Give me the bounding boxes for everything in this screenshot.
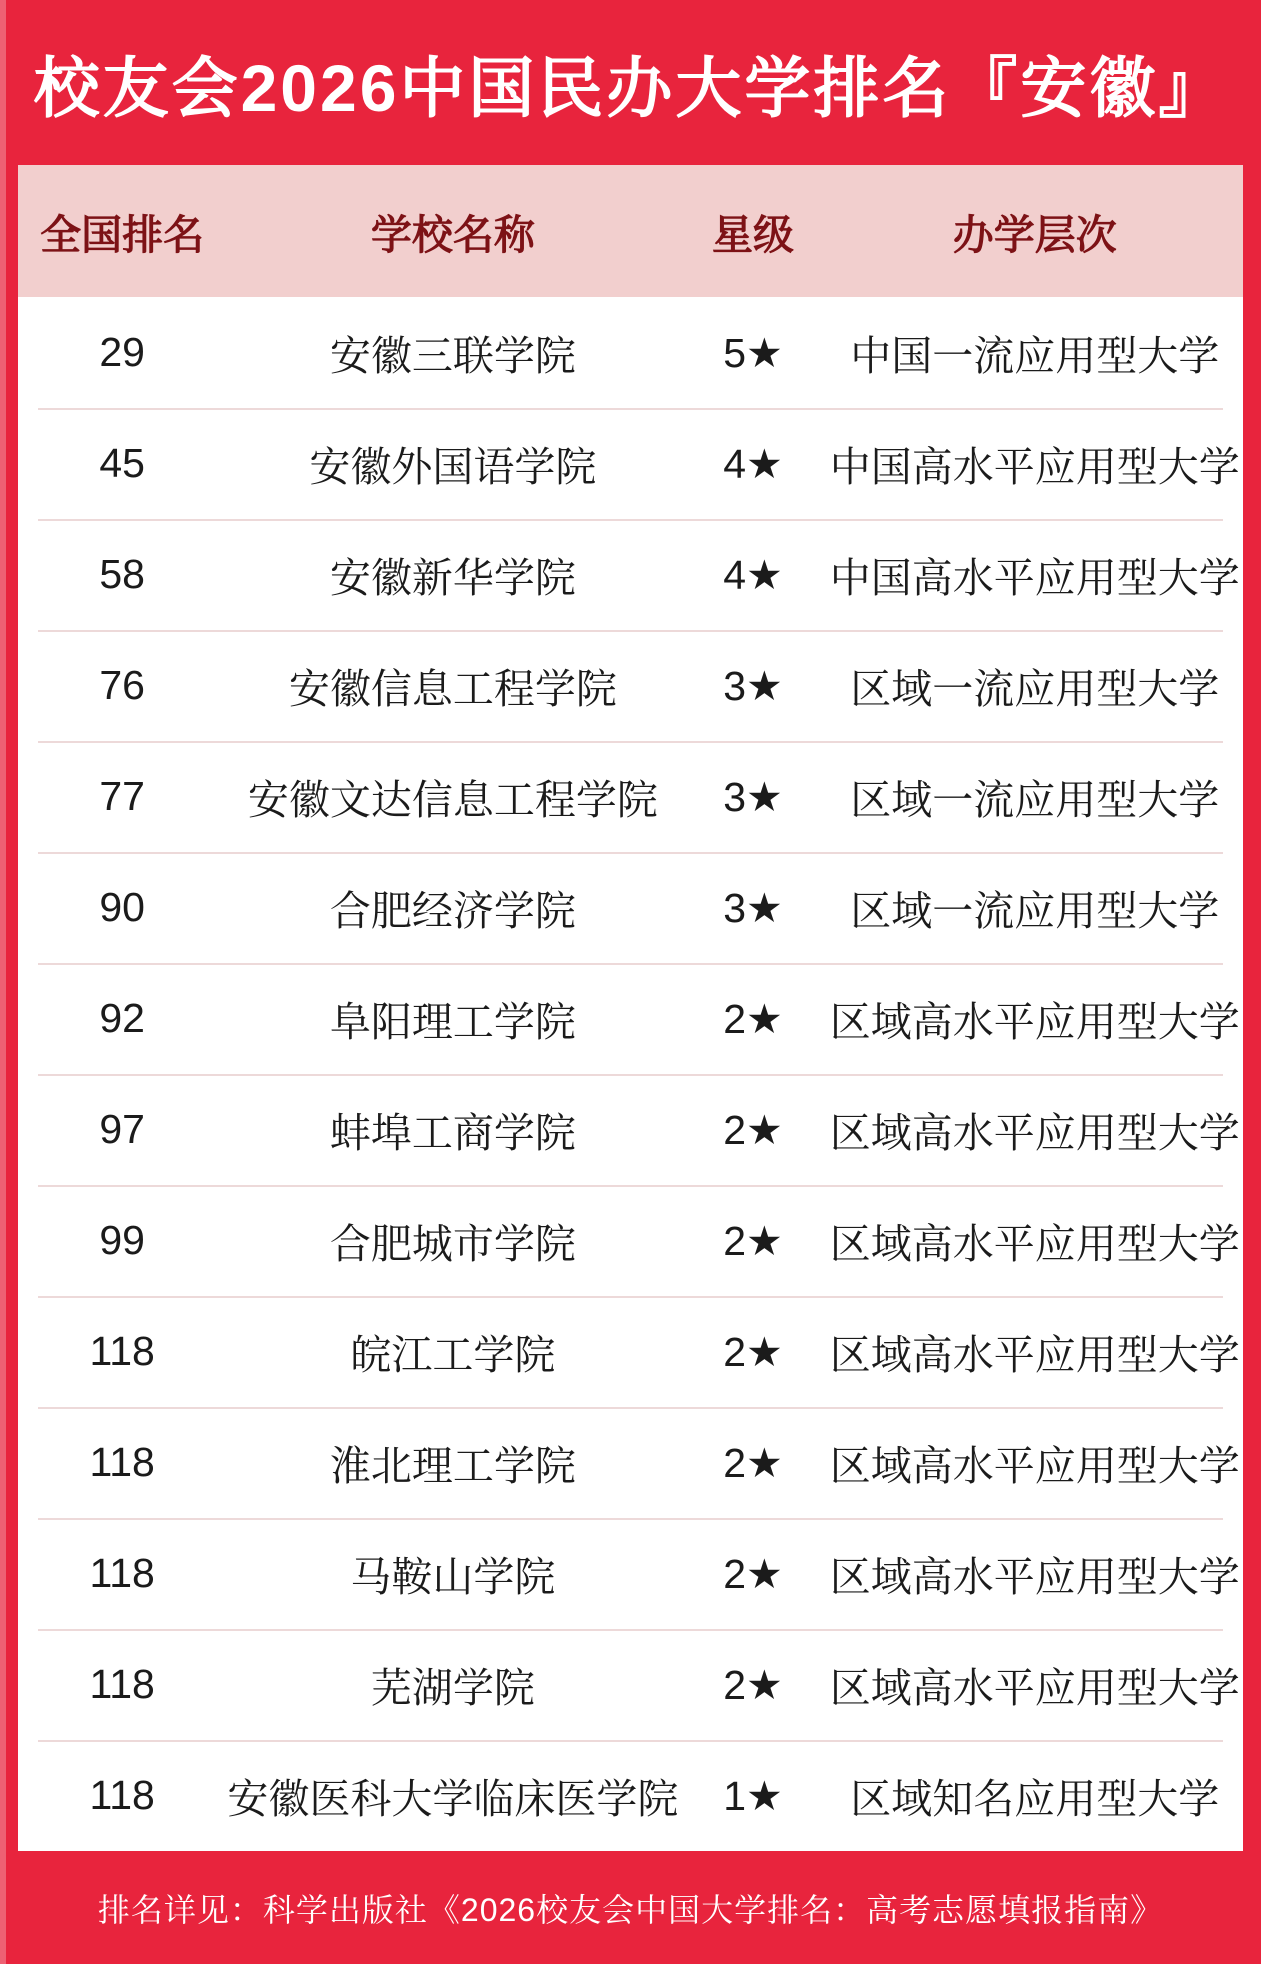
level-cell: 区域高水平应用型大学 [829, 1332, 1240, 1378]
level-cell: 区域高水平应用型大学 [829, 1665, 1240, 1711]
table-row [18, 1296, 1243, 1407]
table-row [18, 963, 1243, 1074]
rank-cell: 118 [89, 1661, 155, 1707]
school-cell: 安徽信息工程学院 [288, 666, 617, 712]
rank-cell: 45 [99, 440, 145, 486]
rank-cell: 118 [89, 1550, 155, 1596]
school-cell: 安徽新华学院 [329, 555, 576, 601]
level-cell: 区域高水平应用型大学 [829, 1221, 1240, 1267]
rank-cell: 99 [99, 1217, 145, 1263]
title-band [0, 0, 1261, 165]
left-edge-highlight [0, 0, 6, 1964]
table-row [18, 1074, 1243, 1185]
stars-cell: 2★ [723, 1328, 783, 1375]
school-cell: 淮北理工学院 [329, 1443, 576, 1489]
rank-cell: 97 [99, 1106, 145, 1152]
level-cell: 区域一流应用型大学 [850, 888, 1220, 934]
stars-cell: 4★ [723, 440, 783, 487]
column-header-school: 学校名称 [370, 211, 535, 258]
footer-note: 排名详见：科学出版社《2026校友会中国大学排名：高考志愿填报指南》 [97, 1891, 1164, 1928]
level-cell: 区域高水平应用型大学 [829, 1554, 1240, 1600]
level-cell: 中国高水平应用型大学 [829, 444, 1240, 490]
ranking-table [18, 165, 1243, 1851]
footer-band [0, 1851, 1261, 1964]
table-row [18, 1518, 1243, 1629]
school-cell: 阜阳理工学院 [329, 999, 576, 1045]
rank-cell: 118 [89, 1772, 155, 1818]
table-row [18, 1740, 1243, 1851]
rank-cell: 118 [89, 1328, 155, 1374]
table-row [18, 852, 1243, 963]
stars-cell: 2★ [723, 995, 783, 1042]
school-cell: 马鞍山学院 [350, 1554, 556, 1600]
table-row [18, 630, 1243, 741]
school-cell: 蚌埠工商学院 [329, 1110, 576, 1156]
level-cell: 区域一流应用型大学 [850, 777, 1220, 823]
school-cell: 芜湖学院 [370, 1665, 535, 1711]
page-title: 校友会2026中国民办大学排名『安徽』 [33, 51, 1228, 125]
column-header-rank: 全国排名 [40, 211, 205, 258]
stars-cell: 3★ [723, 884, 783, 931]
school-cell: 安徽外国语学院 [309, 444, 597, 490]
table-row [18, 1185, 1243, 1296]
table-row [18, 1629, 1243, 1740]
column-header-level: 办学层次 [952, 211, 1117, 258]
school-cell: 安徽文达信息工程学院 [247, 777, 658, 823]
level-cell: 区域一流应用型大学 [850, 666, 1220, 712]
table-row [18, 741, 1243, 852]
table-row [18, 1407, 1243, 1518]
rank-cell: 58 [99, 551, 145, 597]
level-cell: 区域知名应用型大学 [850, 1776, 1220, 1822]
stars-cell: 3★ [723, 773, 783, 820]
level-cell: 区域高水平应用型大学 [829, 1110, 1240, 1156]
stars-cell: 3★ [723, 662, 783, 709]
stars-cell: 2★ [723, 1439, 783, 1486]
rank-cell: 77 [99, 773, 145, 819]
school-cell: 合肥经济学院 [329, 888, 576, 934]
table-row [18, 519, 1243, 630]
school-cell: 合肥城市学院 [329, 1221, 576, 1267]
stars-cell: 2★ [723, 1106, 783, 1153]
rank-cell: 118 [89, 1439, 155, 1485]
school-cell: 皖江工学院 [350, 1332, 556, 1378]
table-header-row [18, 165, 1243, 297]
stars-cell: 1★ [723, 1772, 783, 1819]
stars-cell: 5★ [723, 329, 783, 376]
rank-cell: 29 [99, 329, 145, 375]
rank-cell: 90 [99, 884, 145, 930]
stars-cell: 4★ [723, 551, 783, 598]
level-cell: 区域高水平应用型大学 [829, 999, 1240, 1045]
school-cell: 安徽医科大学临床医学院 [227, 1776, 679, 1822]
rank-cell: 92 [99, 995, 145, 1041]
rank-cell: 76 [99, 662, 145, 708]
table-body [18, 297, 1243, 1851]
level-cell: 区域高水平应用型大学 [829, 1443, 1240, 1489]
column-header-stars: 星级 [712, 211, 794, 258]
level-cell: 中国高水平应用型大学 [829, 555, 1240, 601]
stars-cell: 2★ [723, 1217, 783, 1264]
table-row [18, 408, 1243, 519]
school-cell: 安徽三联学院 [329, 333, 576, 379]
table-row [18, 297, 1243, 408]
stars-cell: 2★ [723, 1550, 783, 1597]
stars-cell: 2★ [723, 1661, 783, 1708]
level-cell: 中国一流应用型大学 [850, 333, 1220, 379]
